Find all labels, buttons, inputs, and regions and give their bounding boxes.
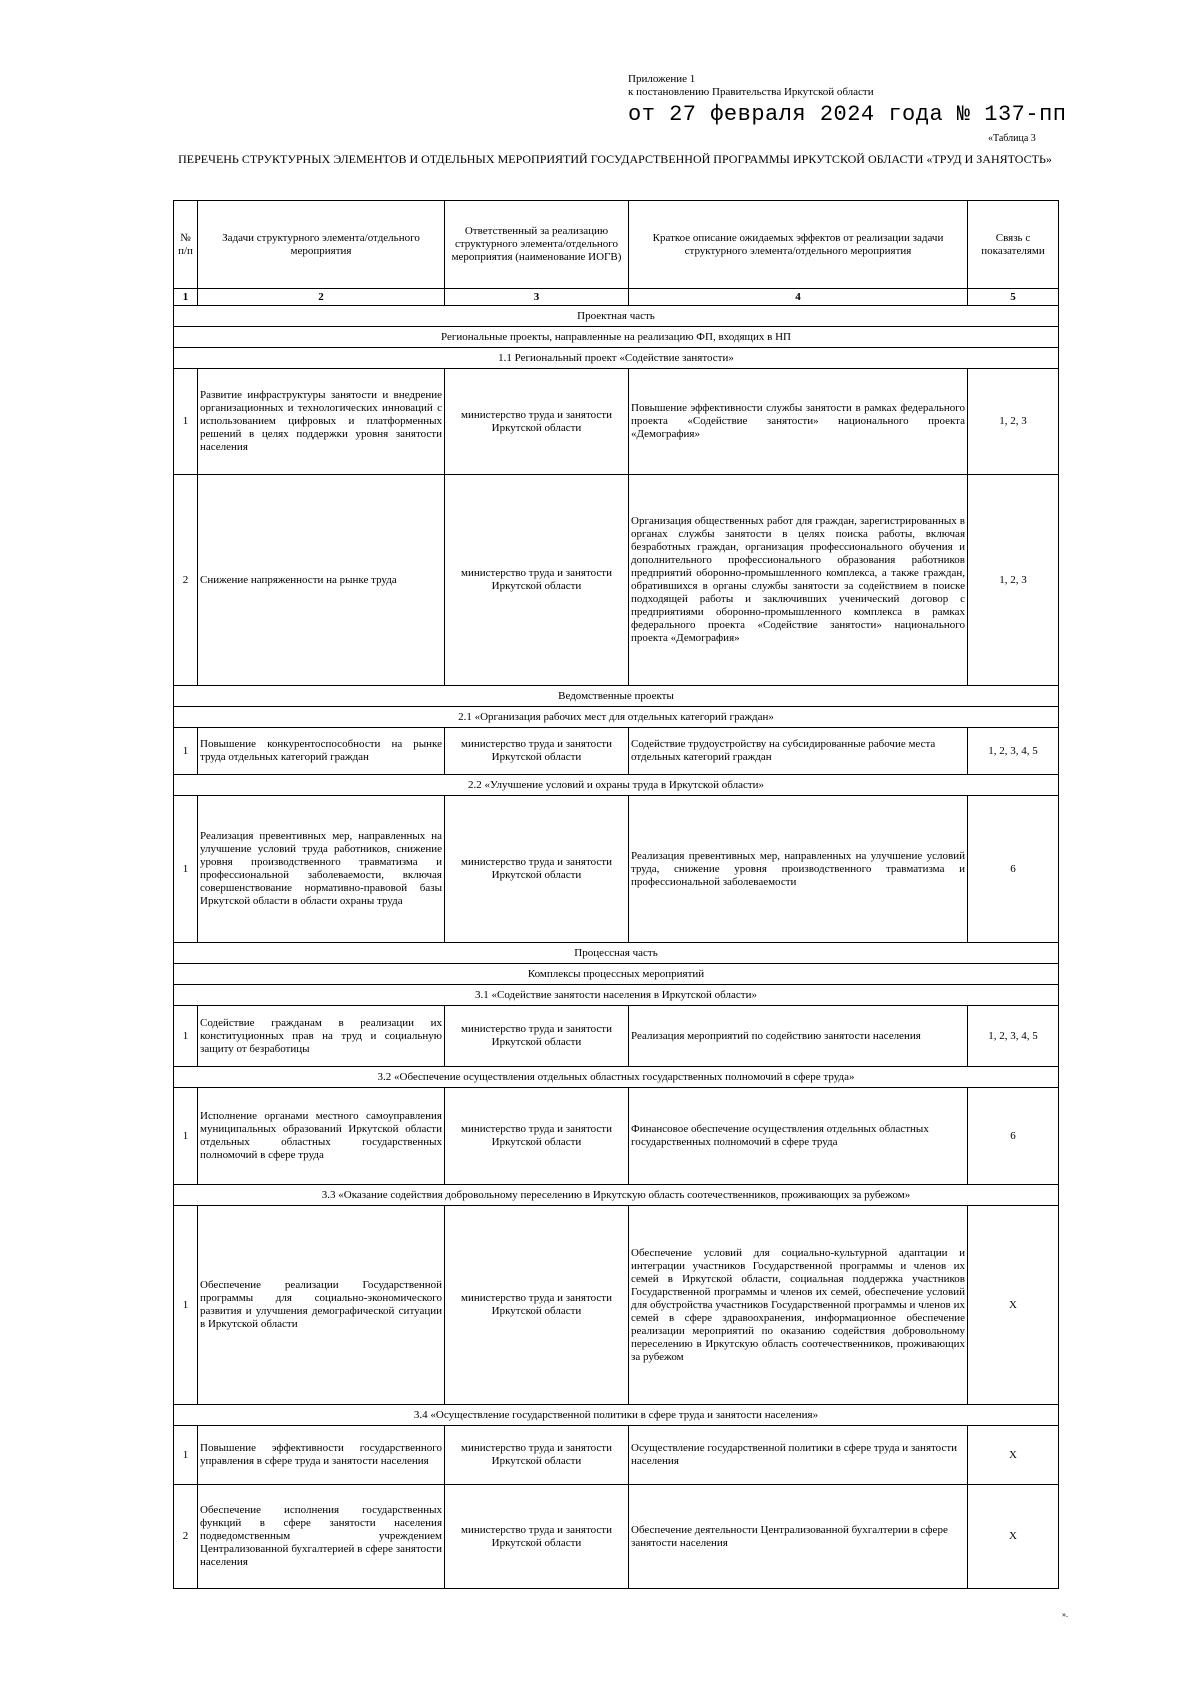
row-responsible: министерство труда и занятости Иркутской области — [445, 1485, 629, 1589]
section-kpm-3-1: 3.1 «Содействие занятости населения в Иркутской области» — [174, 985, 1059, 1006]
row-link: 1, 2, 3 — [968, 475, 1059, 686]
row-effects: Организация общественных работ для граждан, зарегистрированных в органах службы занятости в целях поиска работы, включая безработных граждан, организация профессионального обучения и дополнительного профессионального образования работников предприятий оборонно-промышленного комплекса, а также граждан, обратившихся в органы службы занятости за содействием в поиске подходящей работы и заключивших ученический договор с предприятиями оборонно-промышленного комплекса в рамках федерального проекта «Содействие занятости» национального проекта «Демография» — [629, 475, 968, 686]
table-row — [174, 369, 1059, 475]
section-row — [174, 306, 1059, 327]
row-number: 1 — [174, 1088, 198, 1185]
section-row — [174, 686, 1059, 707]
col-header-link: Связь с показателями — [968, 201, 1059, 289]
page-title: ПЕРЕЧЕНЬ СТРУКТУРНЫХ ЭЛЕМЕНТОВ И ОТДЕЛЬНЫХ МЕРОПРИЯТИЙ ГОСУДАРСТВЕННОЙ ПРОГРАММЫ ИРКУТСКОЙ ОБЛАСТИ «ТРУД И ЗАНЯТОСТЬ» — [178, 152, 1052, 166]
column-number: 1 — [174, 289, 198, 306]
row-task: Содействие гражданам в реализации их конституционных прав на труд и социальную защиту от безработицы — [198, 1006, 445, 1067]
table-row — [174, 1206, 1059, 1405]
row-number: 1 — [174, 1006, 198, 1067]
table-row — [174, 1088, 1059, 1185]
section-row — [174, 1067, 1059, 1088]
row-task: Реализация превентивных мер, направленных на улучшение условий труда работников, снижение уровня производственного травматизма и профессиональной заболеваемости, включая совершенствование нормативно-правовой базы Иркутской области в области охраны труда — [198, 796, 445, 943]
row-link: 1, 2, 3, 4, 5 — [968, 728, 1059, 775]
row-number: 1 — [174, 369, 198, 475]
program-elements-table — [173, 200, 1059, 1589]
row-effects: Обеспечение деятельности Централизованной бухгалтерии в сфере занятости населения — [629, 1485, 968, 1589]
column-number: 5 — [968, 289, 1059, 306]
section-row — [174, 775, 1059, 796]
row-responsible: министерство труда и занятости Иркутской области — [445, 1426, 629, 1485]
section-departmental-projects: Ведомственные проекты — [174, 686, 1059, 707]
row-responsible: министерство труда и занятости Иркутской области — [445, 369, 629, 475]
column-number-row — [174, 289, 1059, 306]
col-header-responsible: Ответственный за реализацию структурного элемента/отдельного мероприятия (наименование ИОГВ) — [445, 201, 629, 289]
row-number: 1 — [174, 728, 198, 775]
section-row — [174, 1405, 1059, 1426]
row-link: 1, 2, 3 — [968, 369, 1059, 475]
row-responsible: министерство труда и занятости Иркутской области — [445, 475, 629, 686]
row-task: Снижение напряженности на рынке труда — [198, 475, 445, 686]
section-row — [174, 327, 1059, 348]
row-number: 2 — [174, 1485, 198, 1589]
row-link: X — [968, 1426, 1059, 1485]
resolution-date-number: от 27 февраля 2024 года № 137-пп — [628, 102, 1067, 127]
section-vp-2-1: 2.1 «Организация рабочих мест для отдельных категорий граждан» — [174, 707, 1059, 728]
row-link: X — [968, 1206, 1059, 1405]
row-task: Повышение эффективности государственного управления в сфере труда и занятости населения — [198, 1426, 445, 1485]
table-row — [174, 1485, 1059, 1589]
col-header-num: № п/п — [174, 201, 198, 289]
appendix-label: Приложение 1 — [628, 73, 696, 85]
closing-quote-mark: ». — [1062, 1610, 1068, 1619]
row-link: 1, 2, 3, 4, 5 — [968, 1006, 1059, 1067]
section-kpm-3-2: 3.2 «Обеспечение осуществления отдельных областных государственных полномочий в сфере труда» — [174, 1067, 1059, 1088]
column-number: 3 — [445, 289, 629, 306]
section-row — [174, 348, 1059, 369]
col-header-task: Задачи структурного элемента/отдельного мероприятия — [198, 201, 445, 289]
row-task: Развитие инфраструктуры занятости и внедрение организационных и технологических инноваций с использованием цифровых и платформенных решений в целях поддержки уровня занятости населения — [198, 369, 445, 475]
section-process-part: Процессная часть — [174, 943, 1059, 964]
row-effects: Реализация превентивных мер, направленных на улучшение условий труда, снижение уровня производственного травматизма и профессиональной заболеваемости — [629, 796, 968, 943]
column-number: 4 — [629, 289, 968, 306]
row-responsible: министерство труда и занятости Иркутской области — [445, 1206, 629, 1405]
row-number: 1 — [174, 796, 198, 943]
section-kpm-3-3: 3.3 «Оказание содействия добровольному переселению в Иркутскую область соотечественников, проживающих за рубежом» — [174, 1185, 1059, 1206]
row-effects: Содействие трудоустройству на субсидированные рабочие места отдельных категорий граждан — [629, 728, 968, 775]
section-process-complexes: Комплексы процессных мероприятий — [174, 964, 1059, 985]
row-responsible: министерство труда и занятости Иркутской области — [445, 728, 629, 775]
section-regional-projects: Региональные проекты, направленные на реализацию ФП, входящих в НП — [174, 327, 1059, 348]
resolution-reference: к постановлению Правительства Иркутской области — [628, 86, 874, 98]
row-responsible: министерство труда и занятости Иркутской области — [445, 1006, 629, 1067]
table-header-row — [174, 201, 1059, 289]
table-row — [174, 475, 1059, 686]
section-row — [174, 985, 1059, 1006]
section-project-part: Проектная часть — [174, 306, 1059, 327]
column-number: 2 — [198, 289, 445, 306]
row-task: Обеспечение исполнения государственных функций в сфере занятости населения подведомственным учреждением Централизованной бухгалтерией в сфере занятости населения — [198, 1485, 445, 1589]
row-responsible: министерство труда и занятости Иркутской области — [445, 1088, 629, 1185]
row-effects: Повышение эффективности службы занятости в рамках федерального проекта «Содействие занятости» национального проекта «Демография» — [629, 369, 968, 475]
row-number: 1 — [174, 1426, 198, 1485]
table-row — [174, 796, 1059, 943]
row-task: Обеспечение реализации Государственной программы для социально-экономического развития и улучшения демографической ситуации в Иркутской области — [198, 1206, 445, 1405]
row-link: X — [968, 1485, 1059, 1589]
row-number: 2 — [174, 475, 198, 686]
section-rp-1-1: 1.1 Региональный проект «Содействие занятости» — [174, 348, 1059, 369]
row-effects: Реализация мероприятий по содействию занятости населения — [629, 1006, 968, 1067]
row-effects: Осуществление государственной политики в сфере труда и занятости населения — [629, 1426, 968, 1485]
row-task: Исполнение органами местного самоуправления муниципальных образований Иркутской области отдельных областных государственных полномочий в сфере труда — [198, 1088, 445, 1185]
row-link: 6 — [968, 1088, 1059, 1185]
section-row — [174, 1185, 1059, 1206]
section-row — [174, 943, 1059, 964]
table-row — [174, 728, 1059, 775]
table-label: «Таблица 3 — [988, 133, 1036, 144]
table-row — [174, 1426, 1059, 1485]
section-row — [174, 964, 1059, 985]
section-kpm-3-4: 3.4 «Осуществление государственной политики в сфере труда и занятости населения» — [174, 1405, 1059, 1426]
section-vp-2-2: 2.2 «Улучшение условий и охраны труда в Иркутской области» — [174, 775, 1059, 796]
row-effects: Обеспечение условий для социально-культурной адаптации и интеграции участников Государственной программы и членов их семей в Иркутской области, социальная поддержка участников Государственной программы и членов их семей, обеспечение условий для обустройства участников Государственной программы и членов их семей в сфере здравоохранения, информационное обеспечение реализации мероприятий по оказанию содействия добровольному переселению в Иркутскую область соотечественников, проживающих за рубежом — [629, 1206, 968, 1405]
row-effects: Финансовое обеспечение осуществления отдельных областных государственных полномочий в сфере труда — [629, 1088, 968, 1185]
col-header-effects: Краткое описание ожидаемых эффектов от реализации задачи структурного элемента/отдельного мероприятия — [629, 201, 968, 289]
row-number: 1 — [174, 1206, 198, 1405]
row-link: 6 — [968, 796, 1059, 943]
table-row — [174, 1006, 1059, 1067]
row-task: Повышение конкурентоспособности на рынке труда отдельных категорий граждан — [198, 728, 445, 775]
document-header — [628, 73, 1188, 127]
section-row — [174, 707, 1059, 728]
row-responsible: министерство труда и занятости Иркутской области — [445, 796, 629, 943]
